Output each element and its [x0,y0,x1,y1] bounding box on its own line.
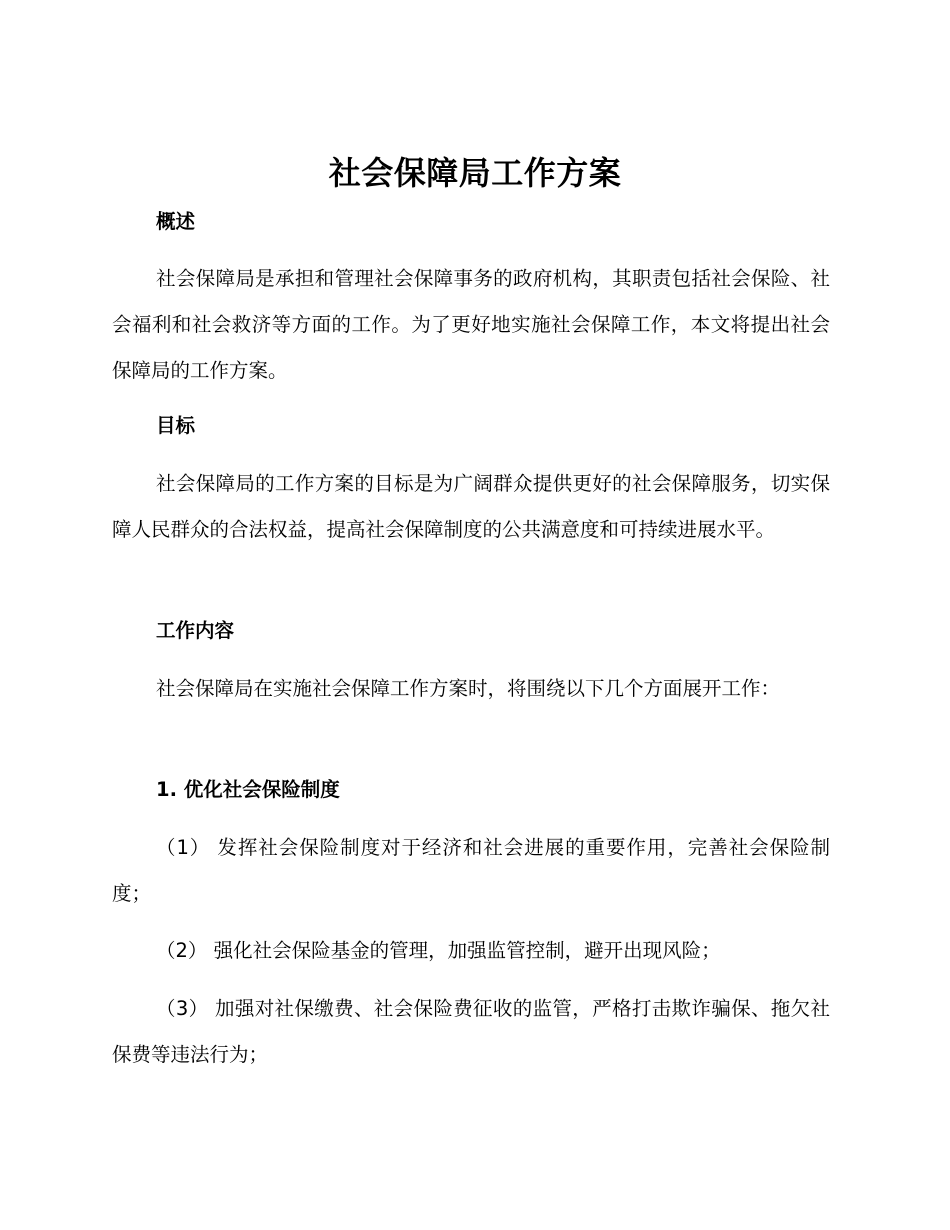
section-heading-item1: 1. 优化社会保险制度 [156,778,340,801]
section-heading-overview: 概述 [156,210,196,233]
paragraph-overview: 社会保障局是承担和管理社会保障事务的政府机构，其职责包括社会保险、社会福利和社会救济等方面的工作。为了更好地实施社会保障工作，本文将提出社会保障局的工作方案。 [112,267,830,382]
list-item: （2） 强化社会保险基金的管理，加强监管控制，避开出现风险； [156,939,721,962]
document-title: 社会保障局工作方案 [328,154,622,192]
paragraph-goal: 社会保障局的工作方案的目标是为广阔群众提供更好的社会保障服务，切实保障人民群众的合法权益，提高社会保障制度的公共满意度和可持续进展水平。 [112,472,830,541]
list-item: （3） 加强对社保缴费、社会保险费征收的监管，严格打击欺诈骗保、拖欠社保费等违法行为； [112,997,830,1066]
item1-point-1-block [112,825,830,917]
section-goal-heading-block [112,411,830,441]
item1-point-2-block [112,928,830,974]
section-item1-heading-block [112,775,830,805]
list-item: （1） 发挥社会保险制度对于经济和社会进展的重要作用，完善社会保险制度； [112,836,830,905]
section-heading-content: 工作内容 [156,619,235,642]
section-content-body [112,666,830,712]
section-content-heading-block [112,616,830,646]
item1-point-3-block [112,986,830,1078]
section-overview-body [112,256,830,394]
paragraph-content: 社会保障局在实施社会保障工作方案时，将围绕以下几个方面展开工作： [156,677,781,700]
section-heading-goal: 目标 [156,414,196,437]
section-overview-heading-block [112,207,830,237]
section-goal-body [112,461,830,553]
